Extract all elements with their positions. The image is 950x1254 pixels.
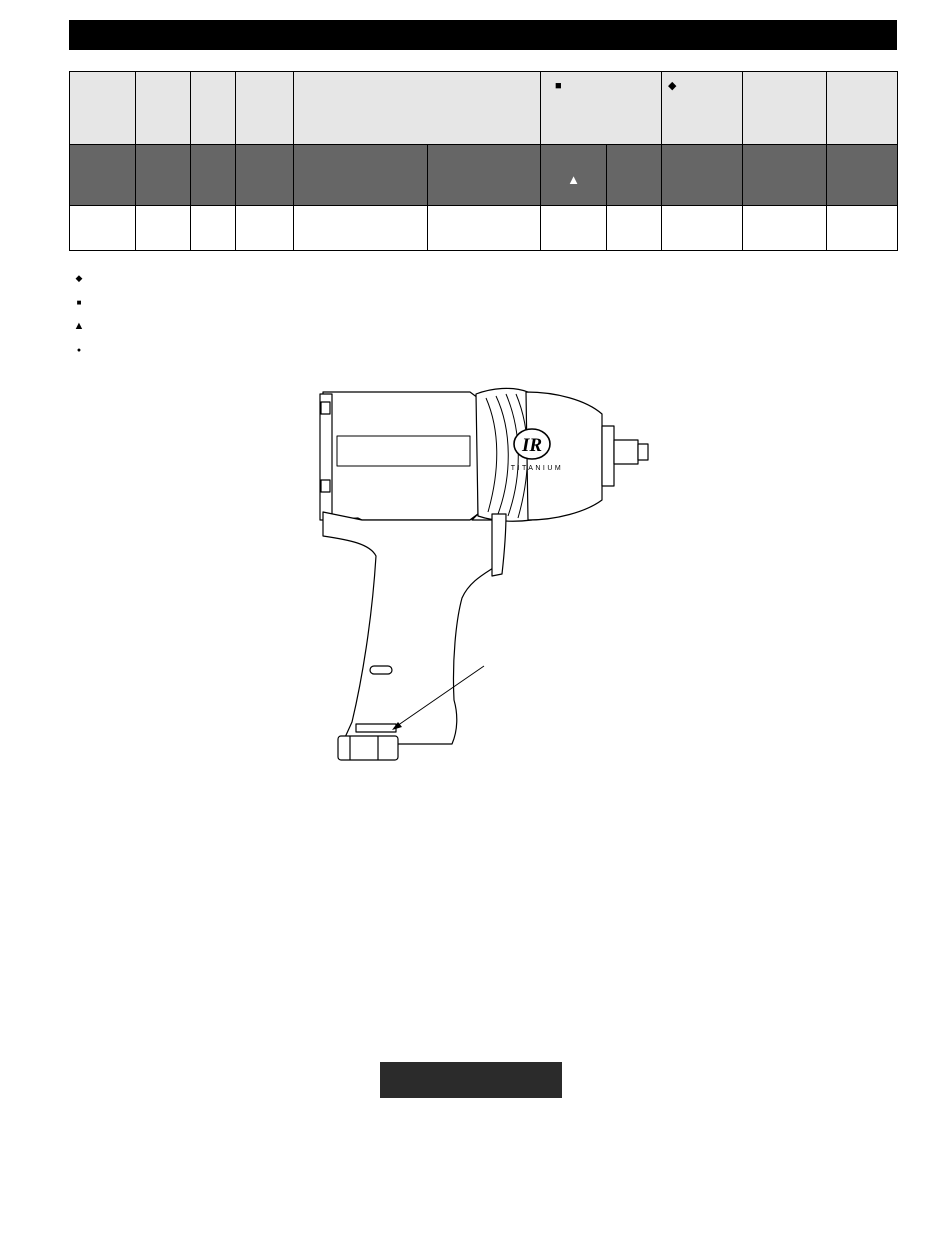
- brand-word: TITANIUM: [510, 465, 564, 472]
- bullet-icon: ●: [76, 346, 82, 354]
- nose: [602, 426, 614, 486]
- air-inlet: [338, 736, 398, 760]
- diamond-icon: ◆: [668, 80, 677, 92]
- rear-clip-top: [321, 402, 330, 414]
- triangle-icon: ▲: [567, 172, 580, 187]
- footer-label-box: [380, 1062, 562, 1098]
- square-icon: ■: [76, 297, 82, 307]
- anvil: [614, 440, 638, 464]
- serial-plate: [356, 724, 396, 732]
- diamond-icon: ◆: [75, 272, 83, 283]
- logo-text: IR: [521, 435, 543, 456]
- trigger: [492, 514, 506, 576]
- rear-clip-bottom: [321, 480, 330, 492]
- handle: [323, 512, 496, 744]
- handle-slot: [370, 666, 392, 674]
- square-icon: ■: [555, 80, 562, 92]
- anvil-tip: [638, 444, 648, 460]
- label-window: [337, 436, 470, 466]
- triangle-icon: ▲: [73, 320, 85, 332]
- ir-logo: [514, 429, 550, 459]
